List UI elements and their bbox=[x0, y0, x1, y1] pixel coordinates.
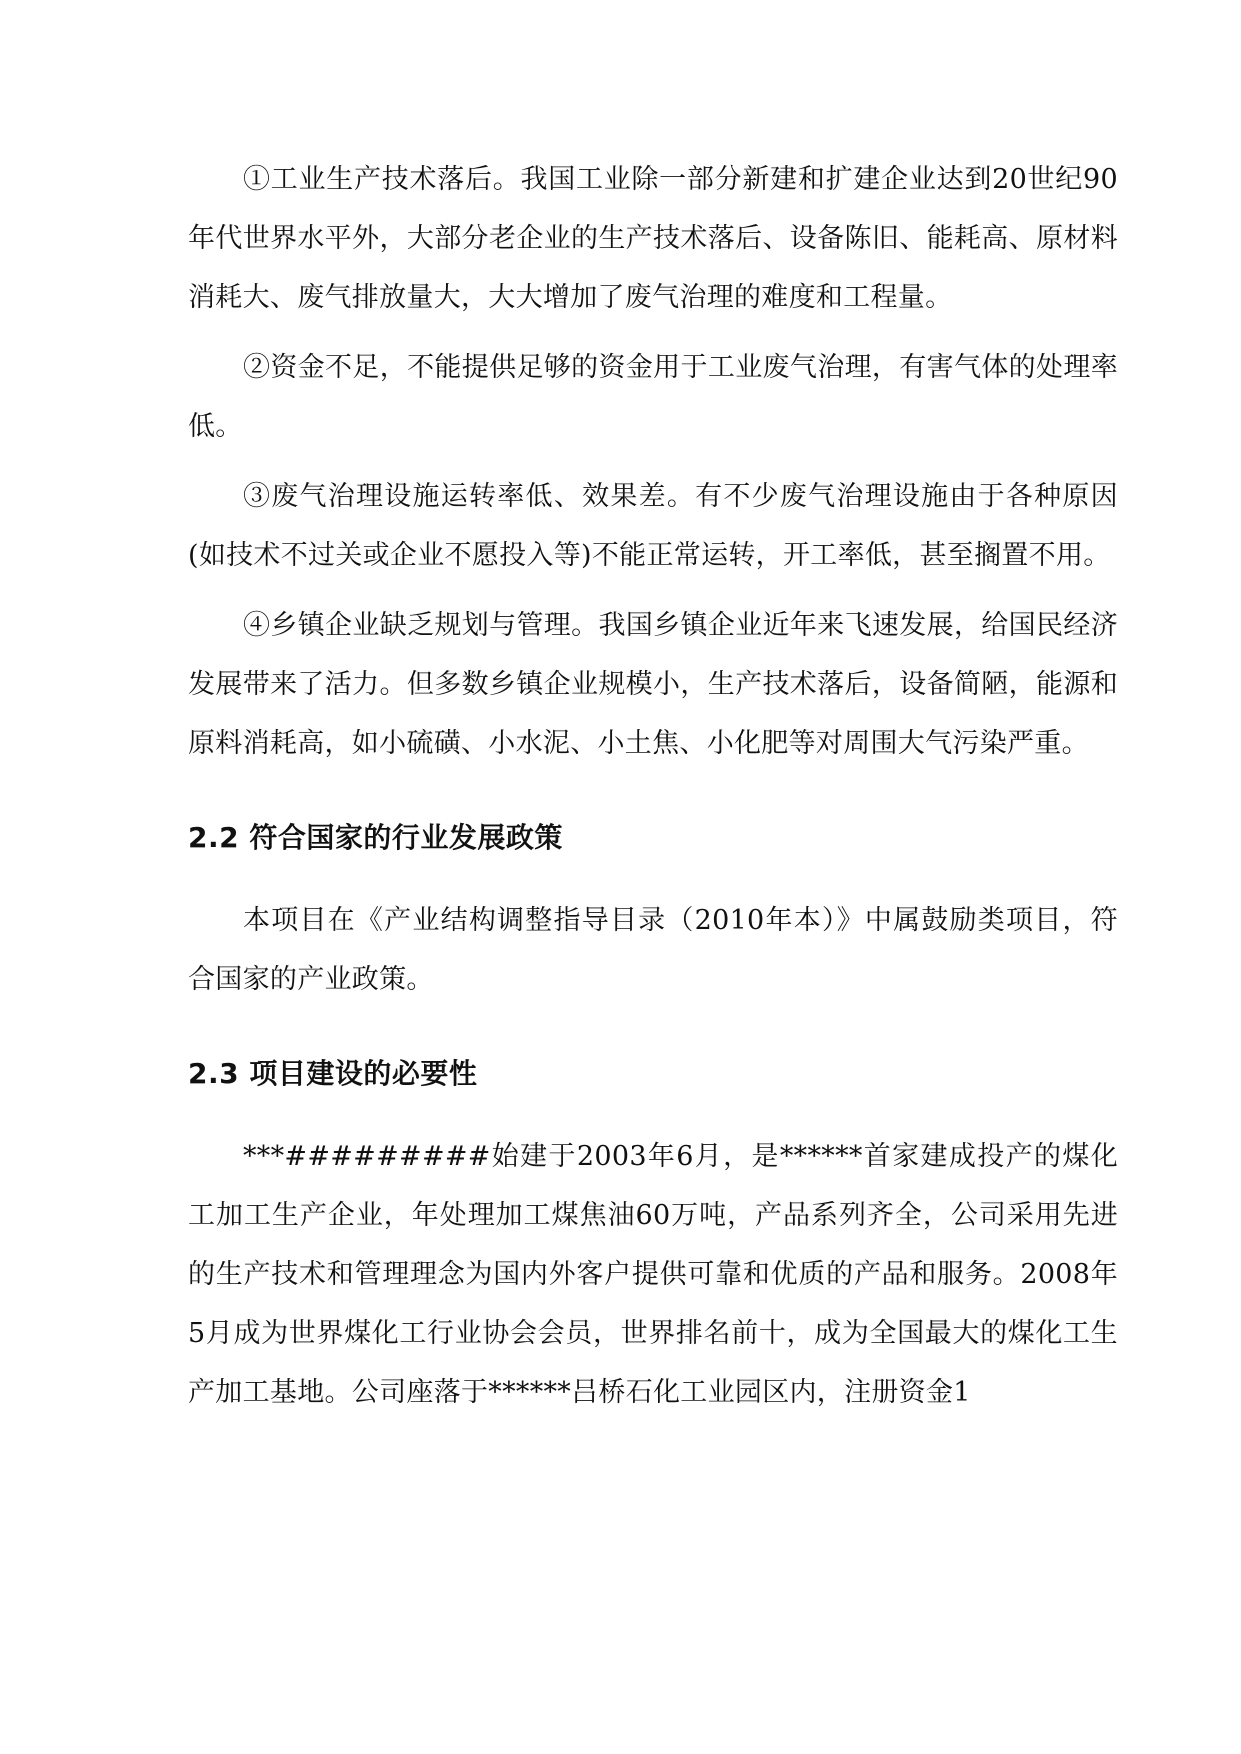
paragraph-industry-policy: 本项目在《产业结构调整指导目录（2010年本）》中属鼓励类项目，符合国家的产业政策。 bbox=[188, 905, 1118, 995]
paragraph-funding: ②资金不足，不能提供足够的资金用于工业废气治理，有害气体的处理率低。 bbox=[188, 352, 1118, 442]
paragraph-township-enterprises: ④乡镇企业缺乏规划与管理。我国乡镇企业近年来飞速发展，给国民经济发展带来了活力。但多数乡镇企业规模小，生产技术落后，设备简陋，能源和原料消耗高，如小硫磺、小水泥、小土焦、小化肥等对周围大气污染严重。 bbox=[188, 610, 1118, 759]
heading-2-2: 2.2 符合国家的行业发展政策 bbox=[188, 821, 563, 854]
paragraph-industrial-tech: ①工业生产技术落后。我国工业除一部分新建和扩建企业达到20世纪90年代世界水平外，大部分老企业的生产技术落后、设备陈旧、能耗高、原材料消耗大、废气排放量大，大大增加了废气治理的难度和工程量。 bbox=[188, 164, 1118, 313]
paragraph-project-necessity: ***#########始建于2003年6月，是******首家建成投产的煤化工加工生产企业，年处理加工煤焦油60万吨，产品系列齐全，公司采用先进的生产技术和管理理念为国内外客户提供可靠和优质的产品和服务。2008年5月成为世界煤化工行业协会会员，世界排名前十，成为全国最大的煤化工生产加工基地。公司座落于******吕桥石化工业园区内，注册资金1 bbox=[188, 1141, 1118, 1408]
heading-2-3: 2.3 项目建设的必要性 bbox=[188, 1057, 478, 1090]
paragraph-facility-operation: ③废气治理设施运转率低、效果差。有不少废气治理设施由于各种原因(如技术不过关或企业不愿投入等)不能正常运转，开工率低，甚至搁置不用。 bbox=[188, 481, 1118, 571]
document-page bbox=[188, 150, 1118, 1433]
